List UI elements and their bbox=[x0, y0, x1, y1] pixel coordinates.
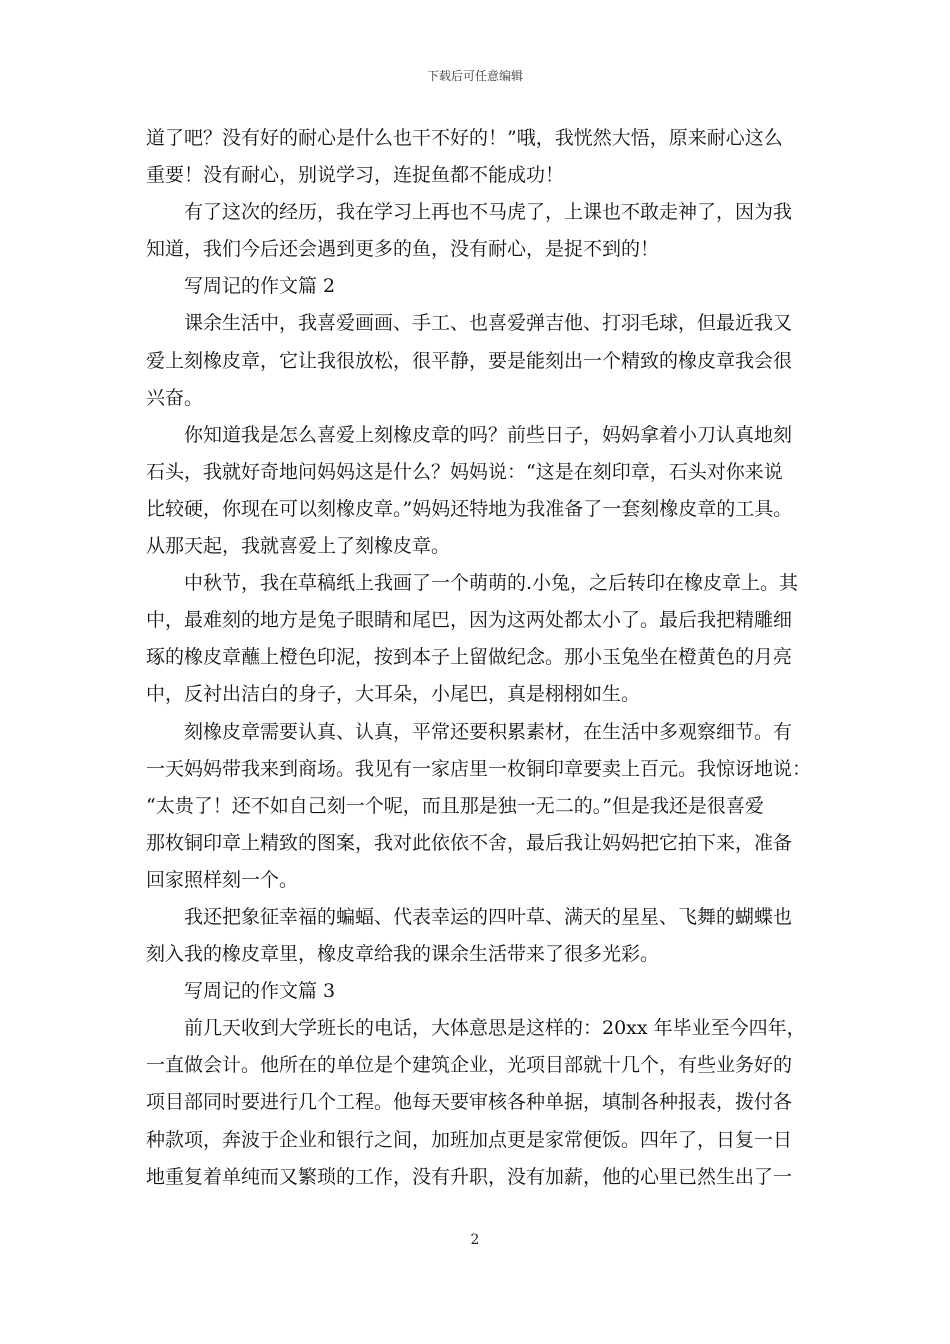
text-line: 刻橡皮章需要认真、认真，平常还要积累素材，在生活中多观察细节。有 bbox=[184, 720, 793, 743]
text-line: 重要！没有耐心，别说学习，连捉鱼都不能成功！ bbox=[146, 164, 565, 187]
text-line: 回家照样刻一个。 bbox=[146, 868, 299, 891]
text-line: 石头，我就好奇地问妈妈这是什么？妈妈说：“这是在刻印章，石头对你来说 bbox=[146, 460, 783, 483]
text-line: 爱上刻橡皮章，它让我很放松，很平静，要是能刻出一个精致的橡皮章我会很 bbox=[146, 349, 793, 372]
text-line: 写周记的作文篇 2 bbox=[184, 275, 336, 298]
text-line: 一直做会计。他所在的单位是个建筑企业，光项目部就十几个，有些业务好的 bbox=[146, 1054, 793, 1077]
text-line: “太贵了！还不如自己刻一个呢，而且那是独一无二的。”但是我还是很喜爱 bbox=[146, 794, 764, 817]
document-body bbox=[146, 120, 810, 1196]
text-line: 从那天起，我就喜爱上了刻橡皮章。 bbox=[146, 535, 451, 558]
text-line: 我还把象征幸福的蝙蝠、代表幸运的四叶草、满天的星星、飞舞的蝴蝶也 bbox=[184, 905, 793, 928]
page-header: 下载后可任意编辑 bbox=[426, 69, 523, 83]
text-line: 琢的橡皮章蘸上橙色印泥，按到本子上留做纪念。那小玉兔坐在橙黄色的月亮 bbox=[146, 646, 793, 669]
text-line: 地重复着单纯而又繁琐的工作，没有升职，没有加薪，他的心里已然生出了一 bbox=[146, 1165, 793, 1188]
text-line: 中，反衬出洁白的身子，大耳朵，小尾巴，真是栩栩如生。 bbox=[146, 683, 641, 706]
text-line: 比较硬，你现在可以刻橡皮章。”妈妈还特地为我准备了一套刻橡皮章的工具。 bbox=[146, 497, 793, 520]
text-line: 道了吧？没有好的耐心是什么也干不好的！”哦，我恍然大悟，原来耐心这么 bbox=[146, 127, 783, 149]
text-line: 写周记的作文篇 3 bbox=[184, 980, 336, 1003]
text-line: 那枚铜印章上精致的图案，我对此依依不舍，最后我让妈妈把它拍下来，准备 bbox=[146, 831, 793, 854]
text-line: 兴奋。 bbox=[146, 386, 204, 409]
text-line: 课余生活中，我喜爱画画、手工、也喜爱弹吉他、打羽毛球，但最近我又 bbox=[184, 312, 793, 335]
text-line: 知道，我们今后还会遇到更多的鱼，没有耐心，是捉不到的！ bbox=[146, 238, 660, 261]
text-line: 项目部同时要进行几个工程。他每天要审核各种单据，填制各种报表，拨付各 bbox=[146, 1091, 793, 1114]
text-line: 中秋节，我在草稿纸上我画了一个萌萌的.小兔，之后转印在橡皮章上。其 bbox=[184, 572, 799, 595]
text-line: 前几天收到大学班长的电话，大体意思是这样的：20xx 年毕业至今四年， bbox=[184, 1017, 806, 1040]
text-line: 中，最难刻的地方是兔子眼睛和尾巴，因为这两处都太小了。最后我把精雕细 bbox=[146, 609, 793, 632]
text-line: 你知道我是怎么喜爱上刻橡皮章的吗？前些日子，妈妈拿着小刀认真地刻 bbox=[184, 423, 793, 446]
text-line: 有了这次的经历，我在学习上再也不马虎了，上课也不敢走神了，因为我 bbox=[184, 201, 793, 224]
text-line: 刻入我的橡皮章里，橡皮章给我的课余生活带来了很多光彩。 bbox=[146, 943, 660, 966]
text-line: 种款项，奔波于企业和银行之间，加班加点更是家常便饭。四年了，日复一日 bbox=[146, 1128, 793, 1151]
page-number: 2 bbox=[470, 1232, 480, 1248]
text-line: 一天妈妈带我来到商场。我见有一家店里一枚铜印章要卖上百元。我惊讶地说： bbox=[146, 757, 812, 780]
